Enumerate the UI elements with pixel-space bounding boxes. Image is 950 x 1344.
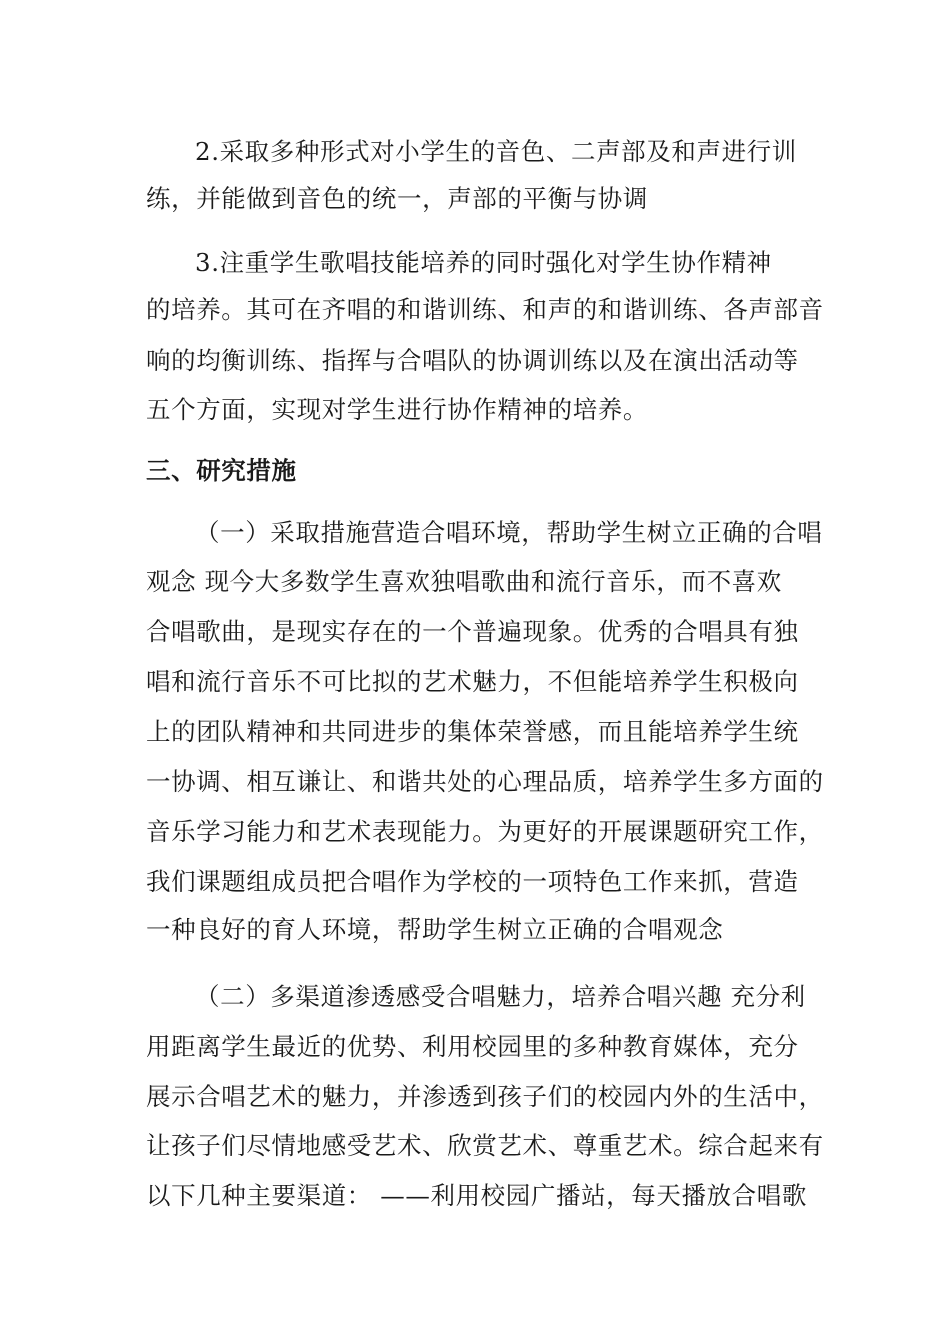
measure-1-line-5: 上的团队精神和共同进步的集体荣誉感，而且能培养学生统 — [146, 717, 799, 746]
measure-1-line-2: 观念 现今大多数学生喜欢独唱歌曲和流行音乐，而不喜欢 — [146, 567, 782, 596]
section-heading: 三、研究措施 — [146, 456, 297, 485]
measure-2-line-3: 展示合唱艺术的魅力，并渗透到孩子们的校园内外的生活中， — [146, 1082, 824, 1111]
measure-1-line-4: 唱和流行音乐不可比拟的艺术魅力，不但能培养学生积极向 — [146, 667, 799, 696]
paragraph-2-line-1: 2.采取多种形式对小学生的音色、二声部及和声进行训 — [195, 137, 797, 166]
paragraph-2-line-2: 练，并能做到音色的统一，声部的平衡与协调 — [146, 184, 648, 213]
measure-1-line-7: 音乐学习能力和艺术表现能力。为更好的开展课题研究工作， — [146, 817, 824, 846]
measure-1-line-6: 一协调、相互谦让、和谐共处的心理品质，培养学生多方面的 — [146, 767, 824, 796]
paragraph-3-line-1: 3.注重学生歌唱技能培养的同时强化对学生协作精神 — [195, 248, 772, 277]
measure-2-line-2: 用距离学生最近的优势、利用校园里的多种教育媒体，充分 — [146, 1032, 799, 1061]
measure-1-line-1: （一）采取措施营造合唱环境，帮助学生树立正确的合唱 — [195, 518, 823, 547]
paragraph-3-line-2: 的培养。其可在齐唱的和谐训练、和声的和谐训练、各声部音 — [146, 295, 824, 324]
measure-2-line-4: 让孩子们尽情地感受艺术、欣赏艺术、尊重艺术。综合起来有 — [146, 1131, 824, 1160]
measure-2-line-5: 以下几种主要渠道： ——利用校园广播站，每天播放合唱歌 — [146, 1181, 807, 1210]
paragraph-3-line-3: 响的均衡训练、指挥与合唱队的协调训练以及在演出活动等 — [146, 346, 799, 375]
measure-1-line-9: 一种良好的育人环境，帮助学生树立正确的合唱观念 — [146, 915, 724, 944]
measure-1-line-8: 我们课题组成员把合唱作为学校的一项特色工作来抓，营造 — [146, 867, 799, 896]
paragraph-3-line-4: 五个方面，实现对学生进行协作精神的培养。 — [146, 395, 648, 424]
measure-2-line-1: （二）多渠道渗透感受合唱魅力，培养合唱兴趣 充分利 — [195, 982, 806, 1011]
measure-1-line-3: 合唱歌曲，是现实存在的一个普遍现象。优秀的合唱具有独 — [146, 617, 799, 646]
